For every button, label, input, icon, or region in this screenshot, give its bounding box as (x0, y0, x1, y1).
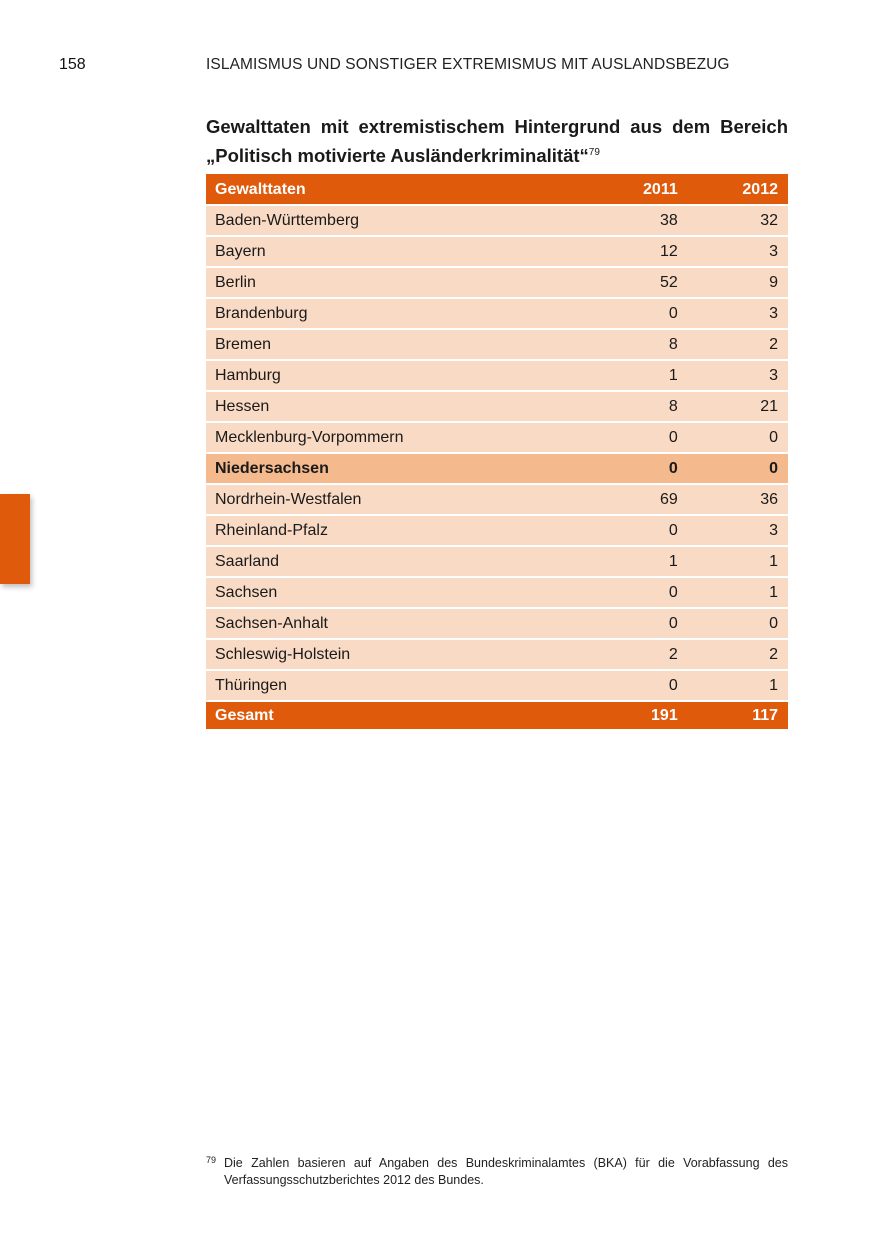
table-row (206, 360, 788, 391)
value-2012: 3 (688, 236, 788, 267)
value-2011: 0 (585, 453, 688, 484)
value-2012: 3 (688, 515, 788, 546)
region-name: Niedersachsen (206, 453, 585, 484)
region-name: Brandenburg (206, 298, 585, 329)
footnote-reference: 79 (588, 147, 600, 158)
region-name: Hamburg (206, 360, 585, 391)
column-header-2012: 2012 (688, 174, 788, 205)
table-row (206, 391, 788, 422)
page-number: 158 (59, 56, 86, 73)
region-name: Nordrhein-Westfalen (206, 484, 585, 515)
region-name: Berlin (206, 267, 585, 298)
region-name: Hessen (206, 391, 585, 422)
table-row (206, 546, 788, 577)
total-2011: 191 (585, 701, 688, 729)
value-2012: 9 (688, 267, 788, 298)
value-2011: 2 (585, 639, 688, 670)
table-row (206, 608, 788, 639)
table-row (206, 267, 788, 298)
chapter-tab-marker (0, 494, 30, 584)
table-row (206, 205, 788, 236)
value-2012: 3 (688, 298, 788, 329)
column-header-region: Gewalttaten (206, 174, 585, 205)
value-2012: 1 (688, 577, 788, 608)
value-2012: 0 (688, 422, 788, 453)
value-2012: 1 (688, 670, 788, 701)
value-2012: 0 (688, 453, 788, 484)
table-row-highlighted (206, 453, 788, 484)
value-2011: 0 (585, 670, 688, 701)
value-2011: 0 (585, 577, 688, 608)
violence-statistics-table (206, 174, 788, 729)
table-row (206, 422, 788, 453)
table-row (206, 670, 788, 701)
region-name: Bremen (206, 329, 585, 360)
value-2011: 52 (585, 267, 688, 298)
table-row (206, 329, 788, 360)
value-2012: 0 (688, 608, 788, 639)
value-2012: 32 (688, 205, 788, 236)
region-name: Sachsen-Anhalt (206, 608, 585, 639)
value-2012: 3 (688, 360, 788, 391)
value-2012: 36 (688, 484, 788, 515)
table-row (206, 577, 788, 608)
table-header-row (206, 174, 788, 205)
total-2012: 117 (688, 701, 788, 729)
region-name: Baden-Württemberg (206, 205, 585, 236)
value-2011: 0 (585, 608, 688, 639)
value-2012: 2 (688, 639, 788, 670)
value-2011: 8 (585, 391, 688, 422)
region-name: Rheinland-Pfalz (206, 515, 585, 546)
value-2011: 69 (585, 484, 688, 515)
value-2012: 2 (688, 329, 788, 360)
region-name: Schleswig-Holstein (206, 639, 585, 670)
table-row (206, 236, 788, 267)
value-2012: 1 (688, 546, 788, 577)
value-2011: 12 (585, 236, 688, 267)
table-row (206, 515, 788, 546)
region-name: Bayern (206, 236, 585, 267)
table-title-line1: Gewalttaten mit extremistischem Hintergrund aus dem Bereich (206, 116, 788, 137)
table-row (206, 639, 788, 670)
value-2011: 1 (585, 360, 688, 391)
region-name: Thüringen (206, 670, 585, 701)
value-2011: 1 (585, 546, 688, 577)
footnote (206, 1155, 788, 1189)
value-2011: 0 (585, 422, 688, 453)
running-title: ISLAMISMUS UND SONSTIGER EXTREMISMUS MIT AUSLANDSBEZUG (206, 56, 730, 73)
value-2011: 8 (585, 329, 688, 360)
table-title-line2: „Politisch motivierte Ausländerkriminalität“ (206, 145, 589, 166)
table-total-row (206, 701, 788, 729)
value-2012: 21 (688, 391, 788, 422)
table-row (206, 484, 788, 515)
table-row (206, 298, 788, 329)
total-label: Gesamt (206, 701, 585, 729)
column-header-2011: 2011 (585, 174, 688, 205)
value-2011: 0 (585, 515, 688, 546)
footnote-mark: 79 (206, 1155, 217, 1165)
table-title (206, 114, 788, 169)
region-name: Mecklenburg-Vorpommern (206, 422, 585, 453)
footnote-text: Die Zahlen basieren auf Angaben des Bundeskriminalamtes (BKA) für die Vorabfassung des Verfassungsschutzberichtes 2012 des Bundes. (224, 1156, 788, 1187)
value-2011: 0 (585, 298, 688, 329)
value-2011: 38 (585, 205, 688, 236)
region-name: Sachsen (206, 577, 585, 608)
region-name: Saarland (206, 546, 585, 577)
